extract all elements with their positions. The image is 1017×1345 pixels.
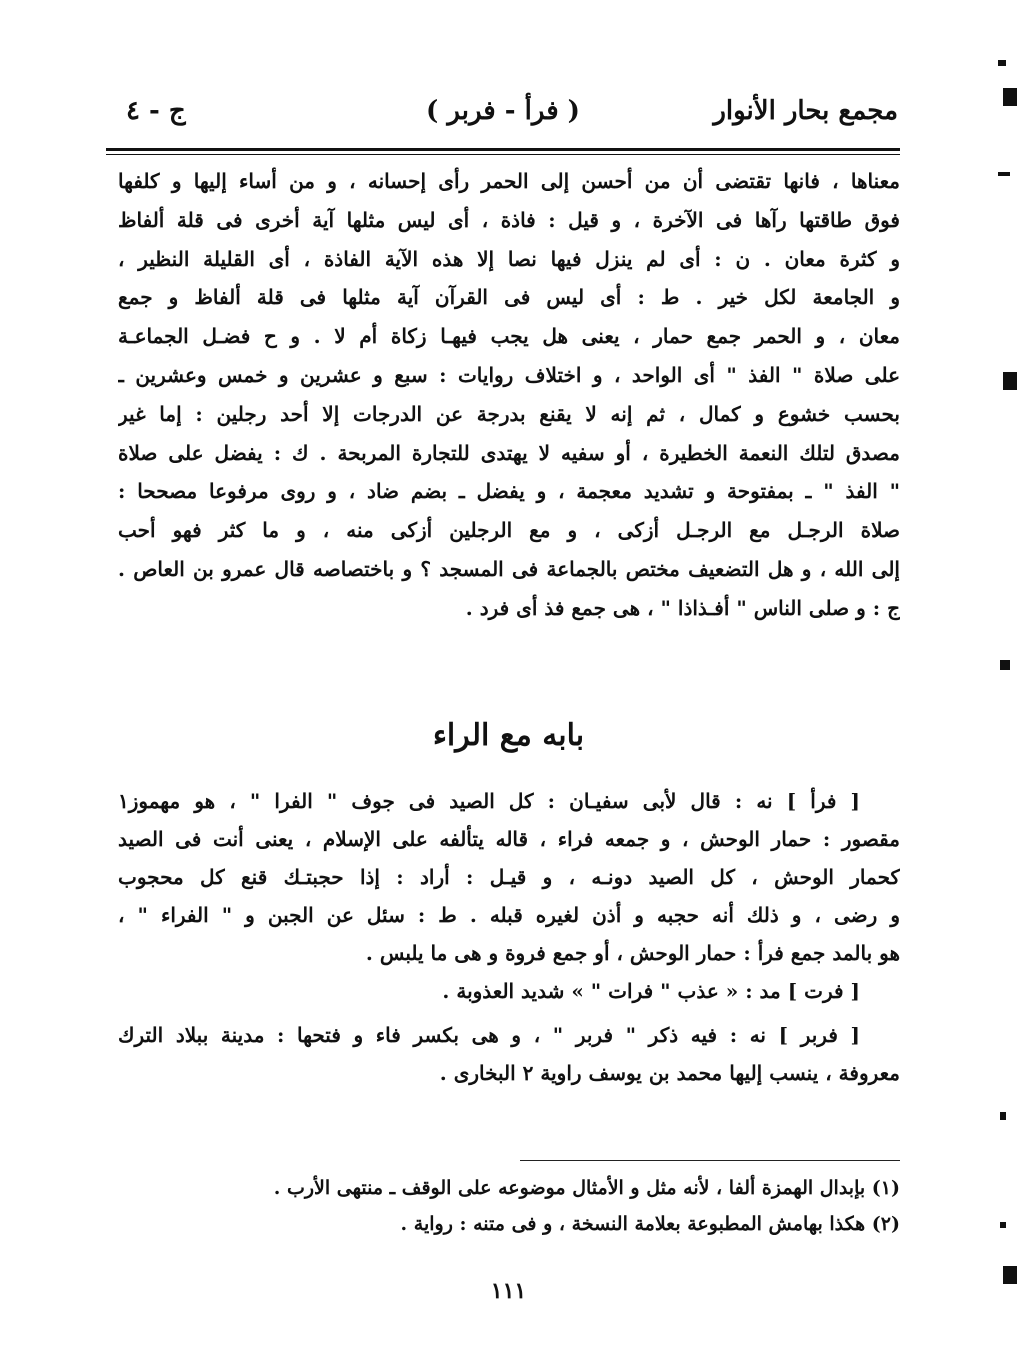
text-line: معناها ، فانها تقتضى أن من أحسن إلى الحمر رأى إحسانه ، و من أساء إليها و كلفها bbox=[118, 169, 900, 193]
margin-mark bbox=[998, 60, 1006, 66]
entry-fra bbox=[118, 782, 900, 972]
text-line: و كثرة معان . ن : أى لم ينزل فيها نصا إلا هذه الآية الفاذة ، أى القليلة النظير ، bbox=[118, 246, 900, 271]
header-rule-thin bbox=[106, 154, 900, 155]
text-line: مصدق لتلك النعمة الخطيرة ، أو سفيه لا يهتدى للتجارة المربحة . ك : يفضل على صلاة bbox=[118, 440, 900, 465]
text-line: " الفذ " ـ بمفتوحة و تشديد معجمة ، و يفضل ـ بضم ضاد ، و روى مرفوعا مصححا : bbox=[118, 479, 900, 504]
margin-mark bbox=[1003, 88, 1017, 106]
text-line: إلى الله ، و هل التضعيف مختص بالجماعة فى المسجد ؟ و باختصاصه قال عمرو بن العاص . bbox=[118, 556, 900, 581]
text-line: و الجامعة لكل خير . ط : أى ليس فى القرآن آية مثلها فى قلة ألفاظ و جمع bbox=[118, 285, 900, 310]
entry-line: معروفة ، ينسب إليها محمد بن يوسف راوية ٢ البخارى . bbox=[439, 1061, 900, 1085]
text-line: صلاة الرجـل مع الرجـل أزكى ، و مع الرجلين أزكى منه ، و ما كثر فهو أحب bbox=[118, 518, 900, 543]
entry-range: ( فرأ - فربر ) bbox=[426, 96, 580, 126]
entry-furat bbox=[118, 972, 900, 1010]
footnote-rule bbox=[520, 1160, 900, 1161]
text-line: فوق طاقتها رآها فى الآخرة ، و قيل : فاذة ، أى ليس مثلها آية أخرى فى قلة ألفاظ bbox=[118, 207, 900, 232]
entry-line: مقصور : حمار الوحش ، و جمعه فراء ، قاله يتألفه على الإسلام ، يعنى أنت فى الصيد bbox=[118, 827, 900, 851]
entry-line: [ فربر ] نه : فيه ذكر " فربر " ، و هى بكسر فاء و فتحها : مدينة ببلاد الترك bbox=[118, 1023, 860, 1047]
header-rule-thick bbox=[106, 148, 900, 151]
entry-line: و رضى ، و ذلك أنه حجبه و أذن لغيره قبله . ط : سئل عن الجبن و " الفراء " ، bbox=[118, 903, 900, 927]
running-header bbox=[108, 96, 898, 136]
margin-mark bbox=[1000, 660, 1010, 670]
entry-line: هو بالمد جمع فرأ : حمار الوحش ، أو جمع فروة و هى ما يلبس . bbox=[365, 941, 900, 965]
margin-mark bbox=[998, 172, 1010, 176]
text-line: بحسب خشوع و كمال ، ثم إنه لا يقنع بدرجة عن الدرجات إلا أحد رجلين : إما غير bbox=[118, 401, 900, 426]
margin-mark bbox=[1000, 1112, 1006, 1120]
volume-label: ج - ٤ bbox=[126, 96, 186, 126]
book-title: مجمع بحار الأنوار bbox=[713, 96, 898, 126]
entry-firabr bbox=[118, 1016, 900, 1092]
main-text bbox=[118, 162, 900, 628]
entry-line: [ فرت ] مد : « عذب " فرات " » شديد العذوبة . bbox=[442, 979, 860, 1003]
text-line: معان ، و الحمر جمع حمار ، يعنى هل يجب فيهـا زكاة أم لا . و ح فضـل الجماعـة bbox=[118, 324, 900, 349]
footnote: (١) بإبدال الهمزة ألفا ، لأنه مثل و الأمثال موضوعه على الوقف ـ منتهى الأرب . bbox=[273, 1177, 900, 1199]
page-number: ١١١ bbox=[490, 1278, 527, 1304]
entry-line: كحمار الوحش ، كل الصيد دونـه ، و قيـل : أراد : إذا حجبتـك قنع كل محجوب bbox=[118, 865, 900, 889]
entry-line: [ فرأ ] نه : قال لأبى سفيـان : كل الصيد فى جوف " الفرا " ، هو مهموز١ bbox=[118, 789, 860, 813]
footnote: (٢) هكذا بهامش المطبوعة بعلامة النسخة ، و فى متنه : رواية . bbox=[400, 1213, 900, 1235]
text-line: على صلاة " الفذ " أى الواحد ، و اختلاف روايات : سبع و عشرين و خمس وعشرين ـ bbox=[118, 362, 900, 387]
dictionary-entries bbox=[118, 782, 900, 1092]
footnotes bbox=[118, 1170, 900, 1242]
margin-mark bbox=[1003, 372, 1017, 390]
text-line: ج : و صلى الناس " أفـذاذا " ، هى جمع فذ أى فرد . bbox=[465, 595, 900, 620]
section-heading: بابه مع الراء bbox=[432, 718, 585, 753]
margin-mark bbox=[1000, 1222, 1006, 1228]
